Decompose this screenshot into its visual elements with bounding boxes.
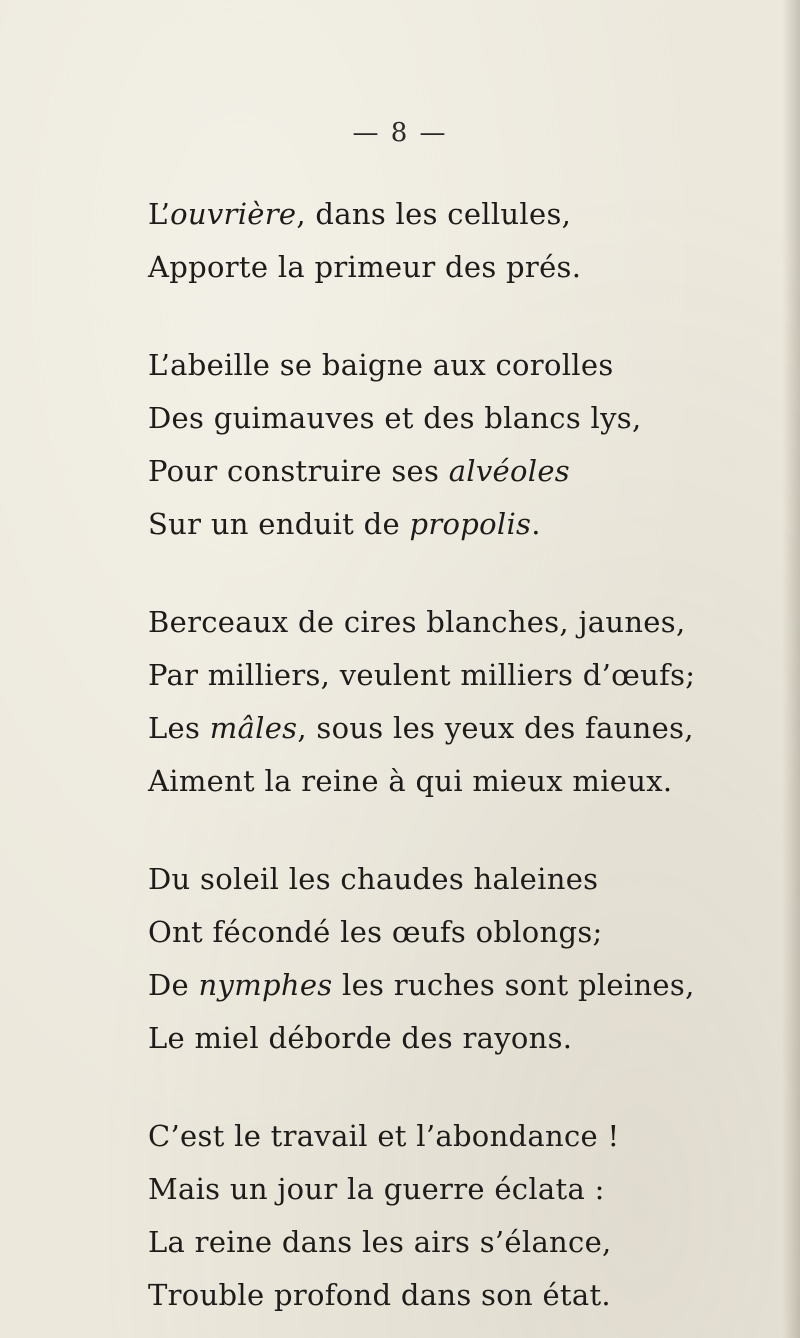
verse-text: Par milliers, veulent milliers d’œufs; xyxy=(148,658,696,692)
verse-line xyxy=(148,959,768,1012)
verse-text: , dans les cellules, xyxy=(296,197,572,231)
italic-word: nymphes xyxy=(198,968,333,1002)
verse-line xyxy=(148,392,768,445)
verse-text: , sous les yeux des faunes, xyxy=(297,711,694,745)
verse-line xyxy=(148,1110,768,1163)
verse-line xyxy=(148,1216,768,1269)
verse-text: Sur un enduit de xyxy=(148,507,410,541)
verse-line xyxy=(148,702,768,755)
verse-line xyxy=(148,188,768,241)
verse-text: De xyxy=(148,968,199,1002)
verse-text: les ruches sont pleines, xyxy=(332,968,695,1002)
verse-text: L’ xyxy=(148,197,171,231)
italic-word: alvéoles xyxy=(448,454,570,488)
verse-text: La reine dans les airs s’élance, xyxy=(148,1225,612,1259)
verse-text: Des guimauves et des blancs lys, xyxy=(148,401,642,435)
italic-word: propolis xyxy=(409,507,532,541)
italic-word: mâles xyxy=(209,711,298,745)
stanza xyxy=(148,1110,768,1322)
verse-line xyxy=(148,1269,768,1322)
verse-line xyxy=(148,498,768,551)
verse-text: . xyxy=(531,507,541,541)
verse-line xyxy=(148,1163,768,1216)
verse-line xyxy=(148,1012,768,1065)
stanza xyxy=(148,188,768,294)
verse-text: Trouble profond dans son état. xyxy=(148,1278,611,1312)
verse-text: Du soleil les chaudes haleines xyxy=(148,862,599,896)
verse-text: Apporte la primeur des prés. xyxy=(148,250,582,284)
verse-line xyxy=(148,853,768,906)
verse-line xyxy=(148,596,768,649)
italic-word: ouvrière xyxy=(170,197,297,231)
verse-text: Les xyxy=(148,711,210,745)
stanza xyxy=(148,596,768,808)
stanza xyxy=(148,339,768,551)
page-number: — 8 — xyxy=(352,118,448,148)
page-edge-shadow xyxy=(782,0,800,1338)
verse-text: Berceaux de cires blanches, jaunes, xyxy=(148,605,686,639)
stanza xyxy=(148,853,768,1065)
verse-text: Pour construire ses xyxy=(148,454,449,488)
verse-line xyxy=(148,241,768,294)
verse-text: Mais un jour la guerre éclata : xyxy=(148,1172,605,1206)
verse-text: Ont fécondé les œufs oblongs; xyxy=(148,915,603,949)
verse-text: L’abeille se baigne aux corolles xyxy=(148,348,614,382)
verse-text: Aiment la reine à qui mieux mieux. xyxy=(148,764,673,798)
poem xyxy=(148,188,768,1338)
verse-text: C’est le travail et l’abondance ! xyxy=(148,1119,620,1153)
verse-text: Le miel déborde des rayons. xyxy=(148,1021,573,1055)
verse-line xyxy=(148,339,768,392)
verse-line xyxy=(148,649,768,702)
verse-line xyxy=(148,755,768,808)
verse-line xyxy=(148,906,768,959)
verse-line xyxy=(148,445,768,498)
